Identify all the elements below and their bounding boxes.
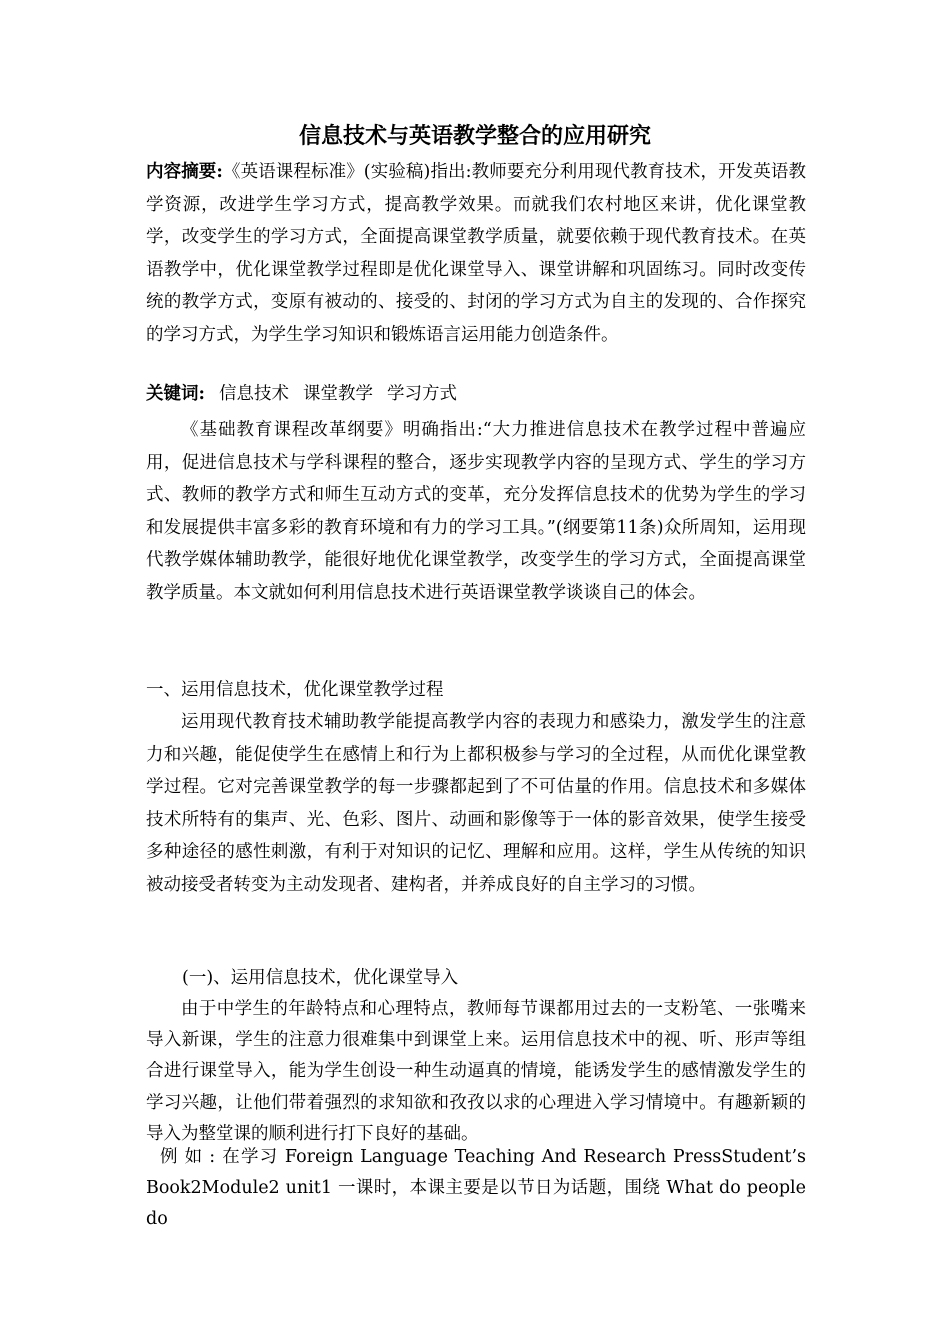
paragraph-subsection-1: 由于中学生的年龄特点和心理特点，教师每节课都用过去的一支粉笔、一张嘴来导入新课，学生的注意力很难集中到课堂上来。运用信息技术中的视、听、形声等组合进行课堂导入，能为学生创设一种生动逼真的情境，能诱发学生的感情激发学生的学习兴趣，让他们带着强烈的求知欲和孜孜以求的心理进入学习情境中。有趣新颖的导入为整堂课的顺利进行打下良好的基础。 xyxy=(146,999,806,1144)
example-label: 例如: xyxy=(160,1147,222,1167)
keywords-label: 关键词: xyxy=(146,384,205,404)
keyword-item: 学习方式 xyxy=(386,384,457,404)
paragraph-intro: 《基础教育课程改革纲要》明确指出:“大力推进信息技术在教学过程中普遍应用，促进信息技术与学科课程的整合，逐步实现教学内容的呈现方式、学生的学习方式、教师的教学方式和师生互动方式的变革，充分发挥信息技术的优势为学生的学习和发展提供丰富多彩的教育环境和有力的学习工具。”(纲要第11条)众所周知，运用现代教学媒体辅助教学，能很好地优化课堂教学，改变学生的学习方式，全面提高课堂教学质量。本文就如何利用信息技术进行英语课堂教学谈谈自己的体会。 xyxy=(146,420,806,603)
subsection-heading-1: (一)、运用信息技术，优化课堂导入 xyxy=(182,968,459,988)
keyword-item: 课堂教学 xyxy=(302,384,373,404)
keyword-item: 信息技术 xyxy=(218,384,289,404)
paragraph-example xyxy=(146,1142,806,1236)
abstract xyxy=(146,156,806,352)
example-text: 在学习 Foreign Language Teaching And Research PressStudent’s Book2Module2 unit1 一课时，本课主要是以节日为话题，围绕 What do people do xyxy=(146,1147,806,1230)
document-title: 信息技术与英语教学整合的应用研究 xyxy=(298,123,651,149)
abstract-label: 内容摘要: xyxy=(146,162,223,182)
keywords xyxy=(146,378,806,411)
section-heading-1: 一、运用信息技术，优化课堂教学过程 xyxy=(146,680,444,700)
paragraph-section-1: 运用现代教育技术辅助教学能提高教学内容的表现力和感染力，激发学生的注意力和兴趣，能促使学生在感情上和行为上都积极参与学习的全过程，从而优化课堂教学过程。它对完善课堂教学的每一步骤都起到了不可估量的作用。信息技术和多媒体技术所特有的集声、光、色彩、图片、动画和影像等于一体的影音效果，使学生接受多种途径的感性刺激，有利于对知识的记忆、理解和应用。这样，学生从传统的知识被动接受者转变为主动发现者、建构者，并养成良好的自主学习的习惯。 xyxy=(146,712,806,895)
abstract-text: 《英语课程标准》(实验稿)指出:教师要充分利用现代教育技术，开发英语教学资源，改进学生学习方式，提高教学效果。而就我们农村地区来讲，优化课堂教学，改变学生的学习方式，全面提高课堂教学质量，就要依赖于现代教育技术。在英语教学中，优化课堂教学过程即是优化课堂导入、课堂讲解和巩固练习。同时改变传统的教学方式，变原有被动的、接受的、封闭的学习方式为自主的发现的、合作探究的学习方式，为学生学习知识和锻炼语言运用能力创造条件。 xyxy=(146,162,806,345)
